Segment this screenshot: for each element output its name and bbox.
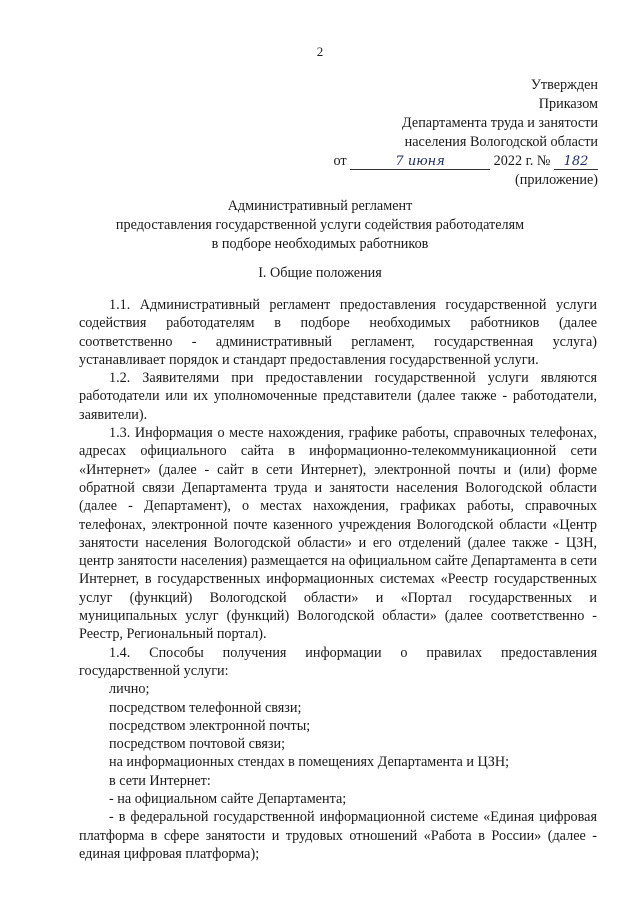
section-heading: I. Общие положения bbox=[258, 265, 382, 281]
approval-line-department: Департамента труда и занятости bbox=[402, 115, 598, 131]
handwritten-number: 182 bbox=[554, 154, 598, 170]
year-text: 2022 г. № bbox=[493, 153, 551, 169]
paragraph-1-3: 1.3. Информация о месте нахождения, графике работы, справочных телефонах, адресах официального сайта в информационно-телекоммуникационной сети «Интернет» (далее - сайт в сети Интернет), электронной почты и (или) форме обратной связи Департамента труда и занятости населения Вологодской области (далее - Департамент), о местах нахождения, графиках работы, справочных телефонах, электронной почте казенного учреждения Вологодской области «Центр занятости населения Вологодской области» и его отделений (далее также - ЦЗН, центр занятости населения) размещается на официальном сайте Департамента в сети Интернет, в государственных информационных системах «Реестр государственных услуг (функций) Вологодской области» и «Портал государственных и муниципальных услуг (функций) Вологодской области» (далее соответственно - Реестр, Региональный портал). bbox=[79, 425, 597, 643]
list-item: посредством телефонной связи; bbox=[109, 699, 302, 716]
list-item: посредством почтовой связи; bbox=[109, 736, 286, 753]
title-line-2: предоставления государственной услуги содействия работодателям bbox=[115, 217, 525, 233]
title-line-1: Административный регламент bbox=[227, 198, 413, 214]
title-line-3: в подборе необходимых работников bbox=[211, 236, 429, 252]
paragraph-1-1: 1.1. Административный регламент предоставления государственной услуги содействия работодателям в подборе необходимых работников (далее соответственно - административный регламент, государственная услуга) устанавливает порядок и стандарт предоставления государственной услуги. bbox=[79, 297, 597, 368]
approval-line-approved: Утвержден bbox=[530, 77, 598, 93]
list-item: в сети Интернет: bbox=[109, 772, 211, 789]
from-label: от bbox=[333, 153, 347, 169]
list-item: на информационных стендах в помещениях Департамента и ЦЗН; bbox=[109, 754, 510, 771]
appendix-label: (приложение) bbox=[515, 172, 598, 188]
paragraph-platform: - в федеральной государственной информационной системе «Единая цифровая платформа в сфере занятости и трудовых отношений «Работа в России» (далее - единая цифровая платформа); bbox=[79, 809, 597, 862]
list-item: лично; bbox=[109, 681, 150, 698]
approval-line-region: населения Вологодской области bbox=[404, 134, 598, 150]
list-item: посредством электронной почты; bbox=[109, 717, 311, 734]
paragraph-1-2: 1.2. Заявителями при предоставлении государственной услуги являются работодатели или их уполномоченные представители (далее также - работодатели, заявители). bbox=[79, 370, 597, 423]
page-number: 2 bbox=[316, 44, 324, 59]
handwritten-date: 7 июня bbox=[350, 154, 490, 170]
document-body bbox=[79, 296, 597, 863]
paragraph-1-4: 1.4. Способы получения информации о правилах предоставления государственной услуги: bbox=[79, 644, 597, 679]
approval-stamp-block bbox=[333, 76, 598, 190]
list-item: - на официальном сайте Департамента; bbox=[109, 791, 347, 808]
approval-line-order: Приказом bbox=[538, 96, 598, 112]
document-title bbox=[0, 197, 640, 254]
approval-date-line bbox=[333, 152, 598, 171]
